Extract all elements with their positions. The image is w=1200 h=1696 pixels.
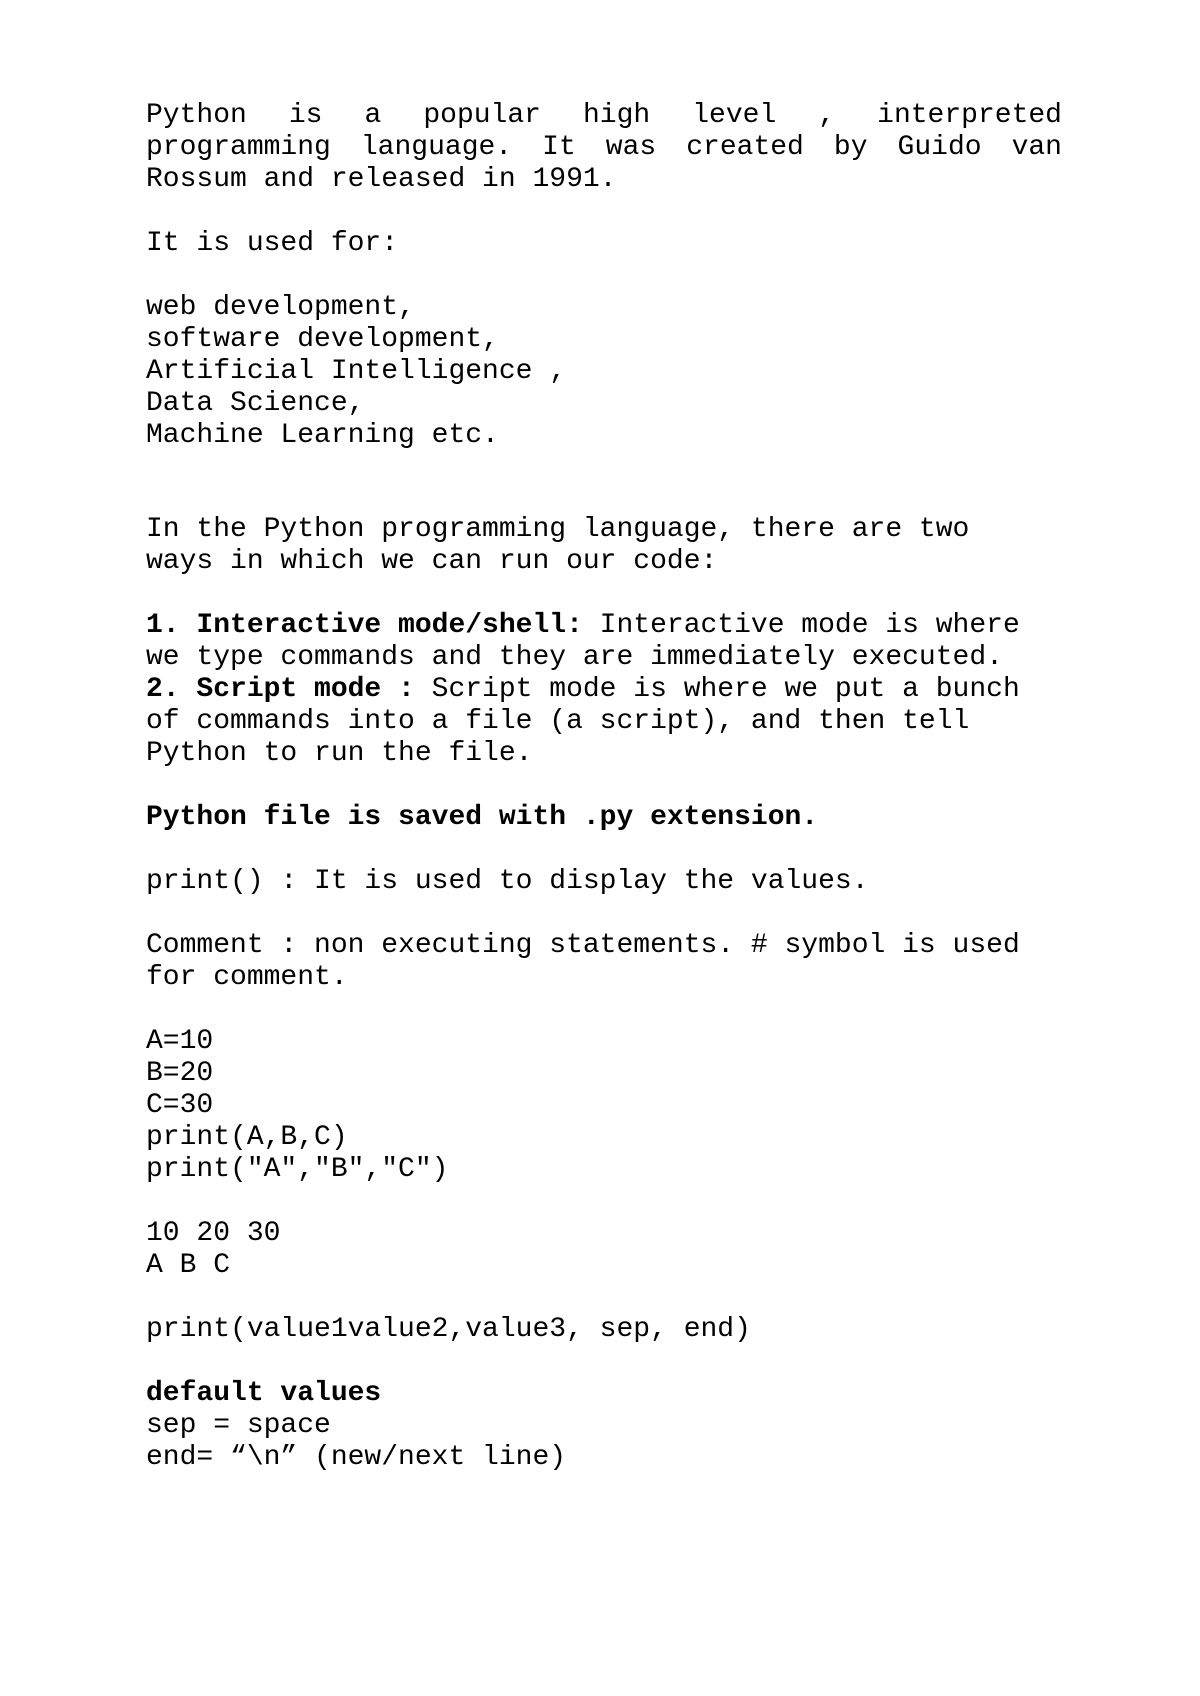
mode-2-line: Python to run the file. <box>146 738 533 769</box>
mode-2-text: Script mode is where we put a bunch <box>414 674 1020 705</box>
intro-word: Python <box>146 100 247 131</box>
intro-word: high <box>583 100 651 131</box>
spacer <box>146 898 1062 930</box>
mode-1-text: Interactive mode is where <box>582 610 1020 641</box>
intro-word: created <box>686 132 804 163</box>
mode-2-label: 2. Script mode : <box>146 674 415 705</box>
spacer <box>146 260 1062 292</box>
intro-word: programming <box>146 132 331 163</box>
code-line: C=30 <box>146 1090 214 1121</box>
spacer <box>146 1282 1062 1314</box>
defaults-section <box>146 1378 1062 1474</box>
code-line: B=20 <box>146 1058 214 1089</box>
spacer <box>146 834 1062 866</box>
mode-1-line <box>146 610 1062 642</box>
intro-word: language. <box>360 132 513 163</box>
document-body <box>146 100 1062 1474</box>
run-modes-section <box>146 514 1062 770</box>
intro-word: level <box>692 100 777 131</box>
extension-note: Python file is saved with .py extension. <box>146 802 819 833</box>
comment-note-line: Comment : non executing statements. # symbol is used <box>146 930 1020 961</box>
print-note: print() : It is used to display the values. <box>146 866 869 897</box>
spacer <box>146 1186 1062 1218</box>
list-item: Machine Learning etc. <box>146 420 499 451</box>
intro-word: Guido <box>897 132 982 163</box>
intro-line-2 <box>146 132 1062 164</box>
spacer <box>146 770 1062 802</box>
intro-word: by <box>833 132 868 163</box>
list-item: software development, <box>146 324 499 355</box>
intro-word: a <box>364 100 382 131</box>
output-example <box>146 1218 1062 1282</box>
list-item: Data Science, <box>146 388 365 419</box>
spacer <box>146 1346 1062 1378</box>
intro-line-1 <box>146 100 1062 132</box>
intro-word: interpreted <box>877 100 1062 131</box>
list-item: web development, <box>146 292 415 323</box>
output-line: A B C <box>146 1250 231 1281</box>
print-signature: print(value1value2,value3, sep, end) <box>146 1314 751 1345</box>
used-for-heading: It is used for: <box>146 228 399 259</box>
mode-1-label: 1. Interactive mode/shell: <box>146 610 583 641</box>
defaults-sep-line: sep = space <box>146 1410 331 1441</box>
intro-paragraph <box>146 100 1062 196</box>
intro-word: van <box>1011 132 1062 163</box>
intro-word: It <box>542 132 576 163</box>
mode-2-line: of commands into a file (a script), and then tell <box>146 706 970 737</box>
mode-2-line <box>146 674 1062 706</box>
intro-word: was <box>605 132 657 163</box>
code-line: print(A,B,C) <box>146 1122 348 1153</box>
spacer <box>146 452 1062 514</box>
comment-note-line: for comment. <box>146 962 348 993</box>
intro-word: is <box>288 100 323 131</box>
intro-word: popular <box>423 100 541 131</box>
defaults-heading: default values <box>146 1378 382 1409</box>
mode-1-line: we type commands and they are immediately executed. <box>146 642 1003 673</box>
intro-line-3: Rossum and released in 1991. <box>146 164 617 195</box>
spacer <box>146 994 1062 1026</box>
used-for-list <box>146 292 1062 452</box>
run-modes-intro-line: ways in which we can run our code: <box>146 546 718 577</box>
code-line: A=10 <box>146 1026 214 1057</box>
spacer <box>146 196 1062 228</box>
list-item: Artificial Intelligence , <box>146 356 567 387</box>
code-line: print("A","B","C") <box>146 1154 449 1185</box>
output-line: 10 20 30 <box>146 1218 281 1249</box>
defaults-end-line: end= “\n” (new/next line) <box>146 1442 567 1473</box>
code-example <box>146 1026 1062 1186</box>
run-modes-intro-line: In the Python programming language, there are two <box>146 514 970 545</box>
comment-note <box>146 930 1062 994</box>
intro-word: , <box>818 100 836 131</box>
spacer <box>146 578 1062 610</box>
